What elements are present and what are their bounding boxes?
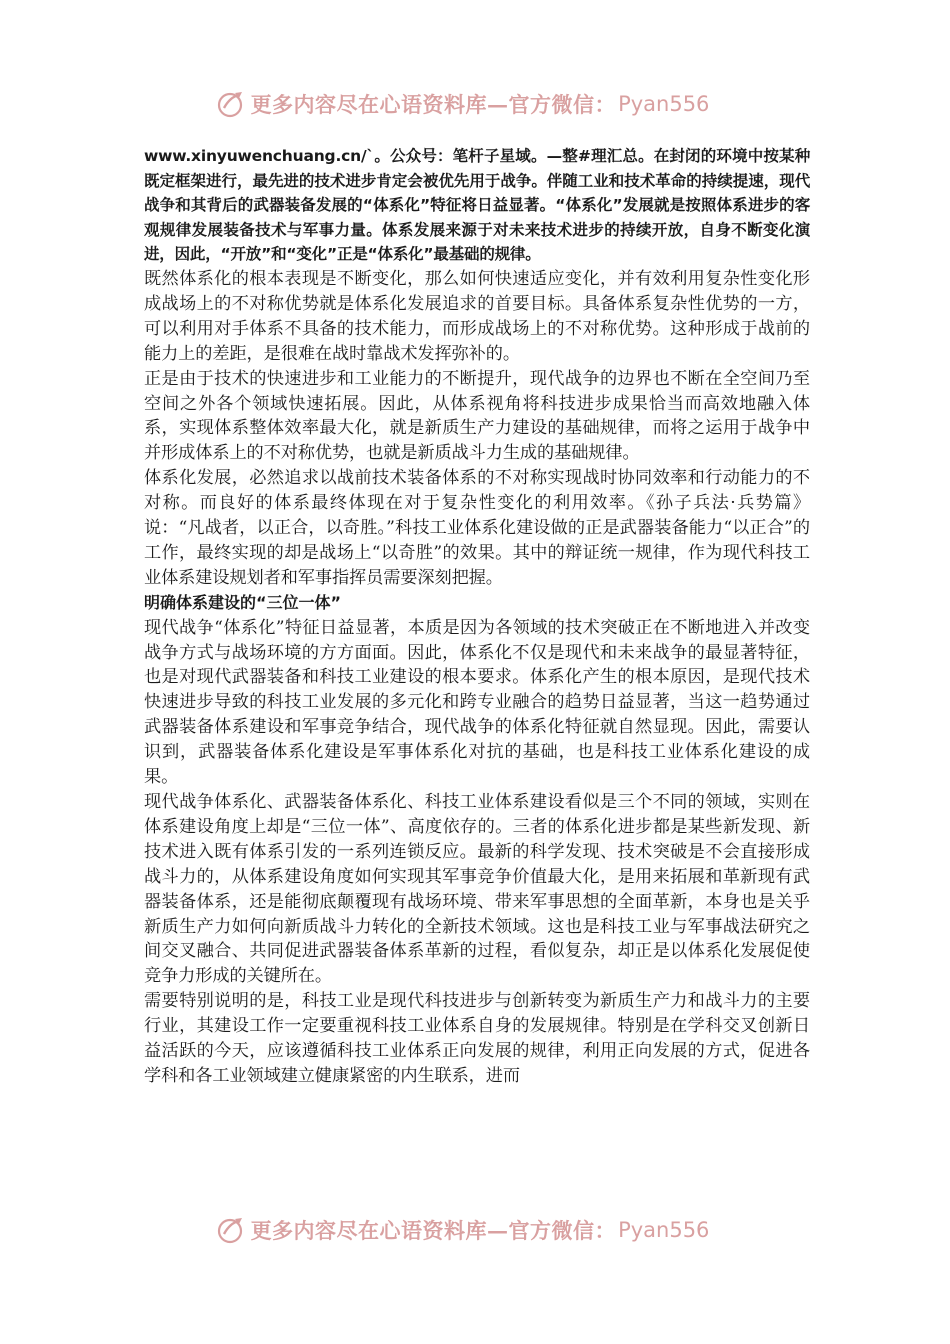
banner-text: 更多内容尽在心语资料库—官方微信： bbox=[250, 1218, 617, 1243]
paragraph: 正是由于技术的快速进步和工业能力的不断提升，现代战争的边界也不断在全空间乃至空间之外各个领域快速拓展。因此，从体系视角将科技进步成果恰当而高效地融入体系，实现体系整体效率最大化，就是新质生产力建设的基础规律，而将之运用于战争中并形成体系上的不对称优势，也就是新质战斗力生成的基础规律。 bbox=[144, 368, 810, 464]
watermark-banner-top bbox=[0, 82, 950, 126]
banner-wechat-id: Pyan556 bbox=[618, 1218, 710, 1242]
document-body bbox=[144, 144, 810, 1089]
paragraph: 既然体系化的根本表现是不断变化，那么如何快速适应变化，并有效利用复杂性变化形成战场上的不对称优势就是体系化发展追求的首要目标。具备体系复杂性优势的一方，可以利用对手体系不具备的技术能力，而形成战场上的不对称优势。这种形成于战前的能力上的差距，是很难在战时靠战术发挥弥补的。 bbox=[144, 268, 810, 364]
logo-icon bbox=[215, 89, 245, 119]
banner-text: 更多内容尽在心语资料库—官方微信： bbox=[250, 92, 617, 117]
paragraph: 现代战争体系化、武器装备体系化、科技工业体系建设看似是三个不同的领域，实则在体系建设角度上却是“三位一体”、高度依存的。三者的体系化进步都是某些新发现、新技术进入既有体系引发的一系列连锁反应。最新的科学发现、技术突破是不会直接形成战斗力的，从体系建设角度如何实现其军事竞争价值最大化，是用来拓展和革新现有武器装备体系，还是能彻底颠覆现有战场环境、带来军事思想的全面革新，本身也是关乎新质生产力如何向新质战斗力转化的全新技术领域。这也是科技工业与军事战法研究之间交叉融合、共同促进武器装备体系革新的过程，看似复杂，却正是以体系化发展促使竞争力形成的关键所在。 bbox=[144, 792, 810, 987]
logo-icon bbox=[215, 1215, 245, 1245]
paragraph: 需要特别说明的是，科技工业是现代科技进步与创新转变为新质生产力和战斗力的主要行业，其建设工作一定要重视科技工业体系自身的发展规律。特别是在学科交叉创新日益活跃的今天，应该遵循科技工业体系正向发展的规律，利用正向发展的方式，促进各学科和各工业领域建立健康紧密的内生联系，进而 bbox=[144, 991, 810, 1086]
section-heading: 明确体系建设的“三位一体” bbox=[144, 592, 342, 612]
watermark-banner-bottom bbox=[0, 1208, 950, 1252]
paragraph-intro: www.xinyuwenchuang.cn/`。公众号：笔杆子星域。—整#理汇总。在封闭的环境中按某种既定框架进行，最先进的技术进步肯定会被优先用于战争。伴随工业和技术革命的持续提速，现代战争和其背后的武器装备发展的“体系化”特征将日益显著。“体系化”发展就是按照体系进步的客观规律发展装备技术与军事力量。体系发展来源于对未来技术进步的持续开放，自身不断变化演进，因此，“开放”和“变化”正是“体系化”最基础的规律。 bbox=[144, 147, 810, 264]
banner-wechat-id: Pyan556 bbox=[618, 92, 710, 116]
paragraph: 体系化发展，必然追求以战前技术装备体系的不对称实现战时协同效率和行动能力的不对称。而良好的体系最终体现在对于复杂性变化的利用效率。《孙子兵法·兵势篇》说：“凡战者，以正合，以奇胜。”科技工业体系化建设做的正是武器装备能力“以正合”的工作，最终实现的却是战场上“以奇胜”的效果。其中的辩证统一规律，作为现代科技工业体系建设规划者和军事指挥员需要深刻把握。 bbox=[144, 468, 810, 588]
paragraph: 现代战争“体系化”特征日益显著，本质是因为各领域的技术突破正在不断地进入并改变战争方式与战场环境的方方面面。因此，体系化不仅是现代和未来战争的最显著特征，也是对现代武器装备和科技工业建设的根本要求。体系化产生的根本原因，是现代技术快速进步导致的科技工业发展的多元化和跨专业融合的趋势日益显著，当这一趋势通过武器装备体系建设和军事竞争结合，现代战争的体系化特征就自然显现。因此，需要认识到，武器装备体系化建设是军事体系化对抗的基础，也是科技工业体系化建设的成果。 bbox=[144, 617, 810, 788]
